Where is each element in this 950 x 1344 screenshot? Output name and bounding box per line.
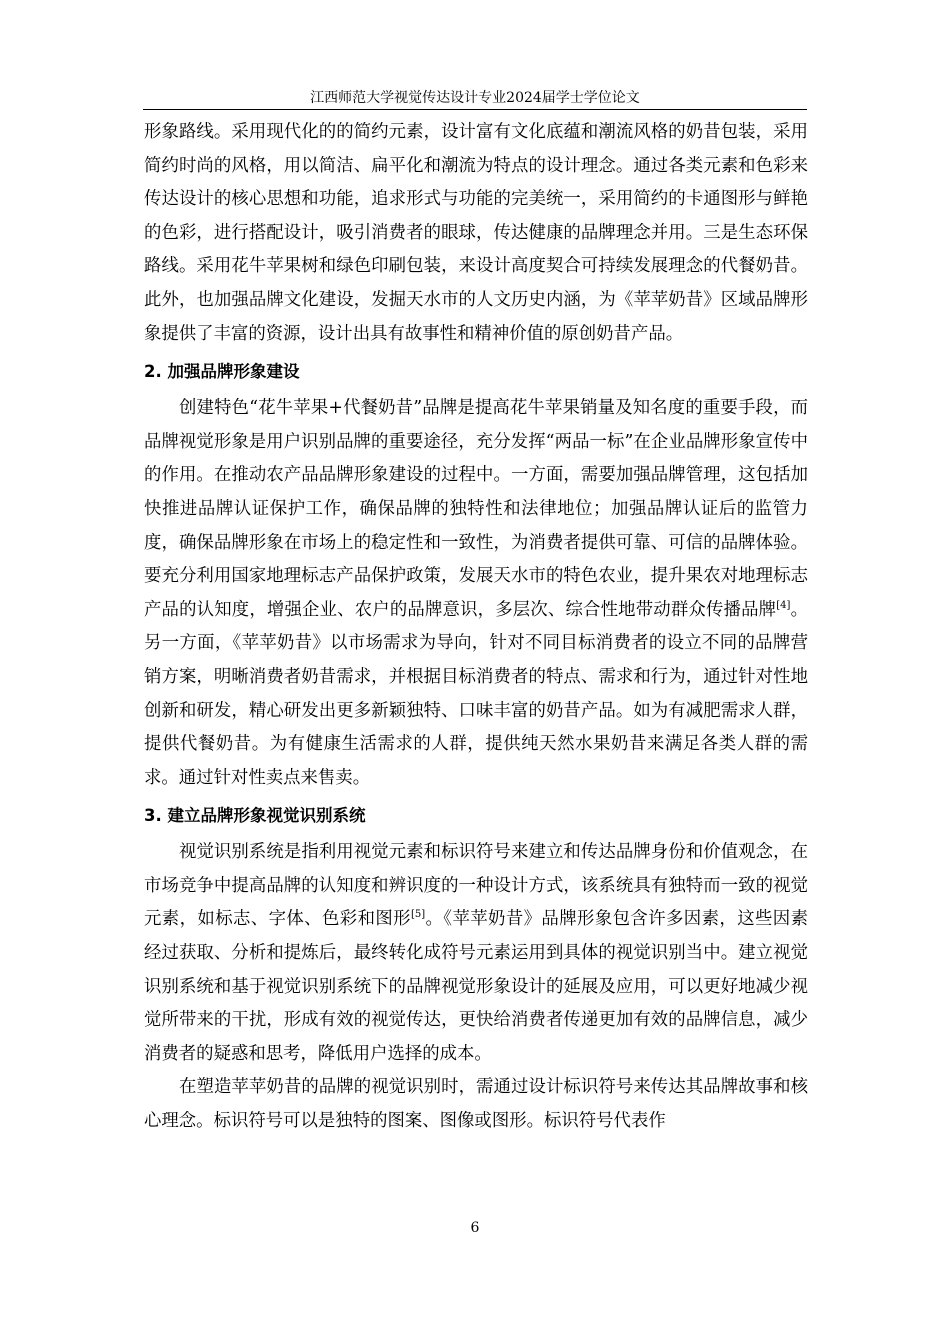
paragraph-1: 形象路线。采用现代化的的简约元素，设计富有文化底蕴和潮流风格的奶昔包装，采用简约时尚的风格，用以简洁、扁平化和潮流为特点的设计理念。通过各类元素和色彩来传达设计的核心思想和功能，追求形式与功能的完美统一，采用简约的卡通图形与鲜艳的色彩，进行搭配设计，吸引消费者的眼球，传达健康的品牌理念并用。三是生态环保路线。采用花牛苹果树和绿色印刷包装，来设计高度契合可持续发展理念的代餐奶昔。此外，也加强品牌文化建设，发掘天水市的人文历史内涵，为《苹苹奶昔》区域品牌形象提供了丰富的资源，设计出具有故事性和精神价值的原创奶昔产品。 — [144, 122, 808, 344]
section-heading-2: 2. 加强品牌形象建设 — [144, 362, 300, 382]
paragraph-4: 在塑造苹苹奶昔的品牌的视觉识别时，需通过设计标识符号来传达其品牌故事和核心理念。标识符号可以是独特的图案、图像或图形。标识符号代表作 — [144, 1077, 808, 1132]
section-heading-3: 3. 建立品牌形象视觉识别系统 — [144, 806, 366, 826]
citation-5[interactable]: [5] — [410, 909, 426, 921]
paragraph-2-text-b: 。另一方面，《苹苹奶昔》以市场需求为导向，针对不同目标消费者的设立不同的品牌营销方案，明晰消费者奶昔需求，并根据目标消费者的特点、需求和行为，通过针对性地创新和研发，精心研发出更多新颖独特、口味丰富的奶昔产品。如为有减肥需求人群，提供代餐奶昔。为有健康生活需求的人群，提供纯天然水果奶昔来满足各类人群的需求。通过针对性卖点来售卖。 — [144, 599, 808, 788]
paragraph-3 — [144, 836, 808, 1071]
main-content — [144, 116, 808, 1139]
paragraph-2 — [144, 392, 808, 795]
header-title: 江西师范大学视觉传达设计专业2024届学士学位论文 — [310, 90, 640, 106]
paragraph-3-text-b: 。《苹苹奶昔》品牌形象包含许多因素，这些因素经过获取、分析和提炼后，最终转化成符号元素运用到具体的视觉识别当中。建立视觉识别系统和基于视觉识别系统下的品牌视觉形象设计的延展及应用，可以更好地减少视觉所带来的干扰，形成有效的视觉传达，更快给消费者传递更加有效的品牌信息，减少消费者的疑惑和思考，降低用户选择的成本。 — [144, 909, 808, 1064]
paragraph-2-text-a: 创建特色“花牛苹果+代餐奶昔”品牌是提高花牛苹果销量及知名度的重要手段，而品牌视觉形象是用户识别品牌的重要途径，充分发挥“两品一标”在企业品牌形象宣传中的作用。在推动农产品品牌形象建设的过程中。一方面，需要加强品牌管理，这包括加快推进品牌认证保护工作，确保品牌的独特性和法律地位；加强品牌认证后的监管力度，确保品牌形象在市场上的稳定性和一致性，为消费者提供可靠、可信的品牌体验。要充分利用国家地理标志产品保护政策，发展天水市的特色农业，提升果农对地理标志产品的认知度，增强企业、农户的品牌意识，多层次、综合性地带动群众传播品牌 — [144, 398, 808, 620]
page-number: 6 — [470, 1220, 480, 1236]
paragraph-3-text-a: 视觉识别系统是指利用视觉元素和标识符号来建立和传达品牌身份和价值观念，在市场竞争中提高品牌的认知度和辨识度的一种设计方式，该系统具有独特而一致的视觉元素，如标志、字体、色彩和图形 — [144, 842, 808, 930]
page-header — [143, 89, 807, 110]
citation-4[interactable]: [4] — [776, 599, 791, 611]
